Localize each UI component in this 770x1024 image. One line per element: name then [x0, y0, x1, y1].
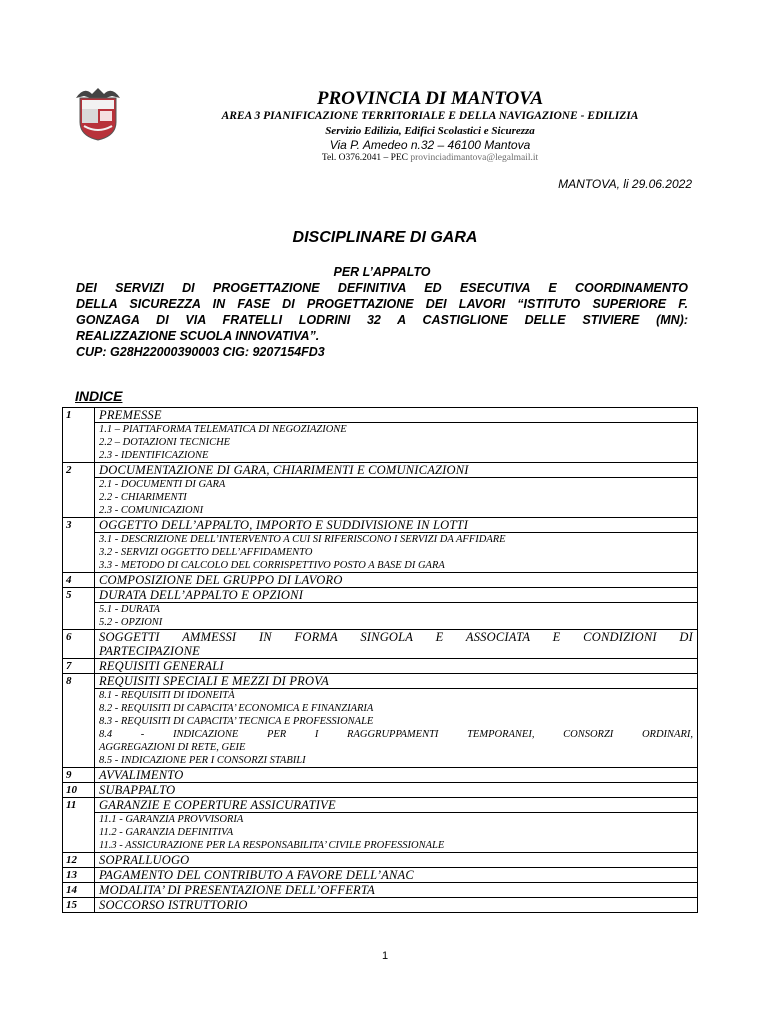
toc-subsection: 3.2 - SERVIZI OGGETTO DELL’AFFIDAMENTO [99, 547, 313, 558]
toc-number: 10 [63, 783, 95, 798]
cup-cig-codes: CUP: G28H22000390003 CIG: 9207154FD3 [76, 345, 325, 359]
toc-subrow [63, 813, 698, 853]
toc-title-text: DURATA DELL’APPALTO E OPZIONI [99, 588, 304, 602]
toc-title-text: REQUISITI GENERALI [99, 659, 224, 673]
toc-title-text: PREMESSE [99, 408, 162, 422]
toc-subsection: 8.1 - REQUISITI DI IDONEITÀ [99, 690, 235, 701]
toc-number: 12 [63, 853, 95, 868]
toc-subrow [63, 478, 698, 518]
document-title: DISCIPLINARE DI GARA [292, 229, 478, 246]
toc-subsections [95, 813, 698, 853]
toc-number: 1 [63, 408, 95, 463]
address-line: Via P. Amedeo n.32 – 46100 Mantova [329, 138, 531, 152]
toc-subsection: 3.3 - METODO DI CALCOLO DEL CORRISPETTIVO POSTO A BASE DI GARA [99, 560, 445, 571]
subject-line: DELLA SICUREZZA IN FASE DI PROGETTAZIONE DEI LAVORI “ISTITUTO SUPERIORE F. [76, 297, 688, 311]
toc-title-text: SOCCORSO ISTRUTTORIO [99, 898, 248, 912]
toc-number: 2 [63, 463, 95, 518]
toc-number: 14 [63, 883, 95, 898]
toc-section-title [95, 573, 698, 588]
toc-title-text: REQUISITI SPECIALI E MEZZI DI PROVA [99, 674, 329, 688]
toc-subsection: 2.1 - DOCUMENTI DI GARA [99, 479, 226, 490]
toc-section-title [95, 518, 698, 533]
toc-section-title [95, 768, 698, 783]
toc-row [63, 659, 698, 674]
toc-row [63, 674, 698, 689]
toc-row [63, 463, 698, 478]
toc-title-text: MODALITA’ DI PRESENTAZIONE DELL’OFFERTA [99, 883, 375, 897]
toc-row [63, 783, 698, 798]
subject-block [76, 264, 688, 360]
toc-subsection: 2.2 - CHIARIMENTI [99, 492, 187, 503]
toc-subsection: 11.3 - ASSICURAZIONE PER LA RESPONSABILITA’ CIVILE PROFESSIONALE [99, 840, 445, 851]
toc-section-title [95, 408, 698, 423]
toc-number: 8 [63, 674, 95, 768]
toc-number: 7 [63, 659, 95, 674]
toc-section-title [95, 630, 698, 659]
service-subtitle: Servizio Edilizia, Edifici Scolastici e Sicurezza [325, 125, 535, 137]
toc-subrow [63, 423, 698, 463]
page-number: 1 [381, 950, 389, 962]
toc-subsection: AGGREGAZIONI DI RETE, GEIE [99, 742, 246, 753]
toc-title-text: SUBAPPALTO [99, 783, 176, 797]
contact-line [150, 153, 710, 163]
toc-section-title [95, 659, 698, 674]
toc-subsections [95, 689, 698, 768]
toc-subsection: 5.2 - OPZIONI [99, 617, 163, 628]
toc-subrow [63, 603, 698, 630]
toc-section-title [95, 868, 698, 883]
toc-row [63, 883, 698, 898]
document-date: MANTOVA, li 29.06.2022 [558, 177, 692, 191]
pec-email: provinciadimantova@legalmail.it [410, 153, 539, 163]
toc-section-title [95, 588, 698, 603]
toc-section-title [95, 783, 698, 798]
toc-subsections [95, 533, 698, 573]
toc-number: 13 [63, 868, 95, 883]
subject-line: REALIZZAZIONE SCUOLA INNOVATIVA”. [76, 329, 320, 343]
toc-number: 9 [63, 768, 95, 783]
toc-row [63, 768, 698, 783]
toc-section-title [95, 898, 698, 913]
toc-title-text: SOPRALLUOGO [99, 853, 190, 867]
toc-subsection: 1.1 – PIATTAFORMA TELEMATICA DI NEGOZIAZIONE [99, 424, 347, 435]
toc-number: 15 [63, 898, 95, 913]
toc-title-text: OGGETTO DELL’APPALTO, IMPORTO E SUDDIVISIONE IN LOTTI [99, 518, 469, 532]
toc-subsection: 2.3 - IDENTIFICAZIONE [99, 450, 209, 461]
toc-number: 11 [63, 798, 95, 853]
toc-subrow [63, 689, 698, 768]
toc-title-text: PAGAMENTO DEL CONTRIBUTO A FAVORE DELL’ANAC [99, 868, 414, 882]
toc-section-title [95, 883, 698, 898]
toc-subsection: 8.3 - REQUISITI DI CAPACITA’ TECNICA E PROFESSIONALE [99, 716, 374, 727]
subject-line: DEI SERVIZI DI PROGETTAZIONE DEFINITIVA ED ESECUTIVA E COORDINAMENTO [76, 281, 688, 295]
toc-title-text: AVVALIMENTO [99, 768, 184, 782]
toc-title-text: SOGGETTI AMMESSI IN FORMA SINGOLA E ASSOCIATA E CONDIZIONI DI [99, 630, 693, 644]
subject-line: GONZAGA DI VIA FRATELLI LODRINI 32 A CASTIGLIONE DELLE STIVIERE (MN): [76, 313, 688, 327]
tel-text: Tel. O376.2041 – PEC [321, 153, 411, 163]
toc-subsection: 3.1 - DESCRIZIONE DELL’INTERVENTO A CUI SI RIFERISCONO I SERVIZI DA AFFIDARE [99, 534, 506, 545]
toc-row [63, 573, 698, 588]
toc-subsection: 5.1 - DURATA [99, 604, 160, 615]
toc-title-text: DOCUMENTAZIONE DI GARA, CHIARIMENTI E COMUNICAZIONI [99, 463, 469, 477]
toc-section-title [95, 463, 698, 478]
toc-number: 3 [63, 518, 95, 573]
area-subtitle: AREA 3 PIANIFICAZIONE TERRITORIALE E DELLA NAVIGAZIONE - EDILIZIA [221, 110, 639, 122]
toc-subsection: 11.2 - GARANZIA DEFINITIVA [99, 827, 234, 838]
toc-subsection: 8.5 - INDICAZIONE PER I CONSORZI STABILI [99, 755, 306, 766]
toc-subsection: 2.3 - COMUNICAZIONI [99, 505, 204, 516]
province-title: PROVINCIA DI MANTOVA [316, 88, 544, 109]
index-heading: INDICE [75, 388, 123, 404]
toc-subsection: 8.2 - REQUISITI DI CAPACITA’ ECONOMICA E FINANZIARIA [99, 703, 374, 714]
toc-row [63, 898, 698, 913]
toc-section-title [95, 674, 698, 689]
toc-row [63, 630, 698, 659]
toc-title-text: PARTECIPAZIONE [99, 644, 200, 658]
toc-subsection: 8.4 - INDICAZIONE PER I RAGGRUPPAMENTI TEMPORANEI, CONSORZI ORDINARI, [99, 729, 693, 740]
toc-row [63, 588, 698, 603]
subject-line: PER L’APPALTO [333, 265, 431, 279]
table-of-contents [62, 407, 698, 913]
toc-section-title [95, 798, 698, 813]
toc-section-title [95, 853, 698, 868]
toc-subsection: 2.2 – DOTAZIONI TECNICHE [99, 437, 231, 448]
toc-row [63, 798, 698, 813]
toc-number: 4 [63, 573, 95, 588]
toc-subsection: 11.1 - GARANZIA PROVVISORIA [99, 814, 244, 825]
toc-subsections [95, 603, 698, 630]
toc-row [63, 853, 698, 868]
toc-subrow [63, 533, 698, 573]
toc-subsections [95, 478, 698, 518]
toc-number: 5 [63, 588, 95, 630]
toc-title-text: GARANZIE E COPERTURE ASSICURATIVE [99, 798, 336, 812]
toc-title-text: COMPOSIZIONE DEL GRUPPO DI LAVORO [99, 573, 343, 587]
toc-subsections [95, 423, 698, 463]
toc-number: 6 [63, 630, 95, 659]
toc-row [63, 868, 698, 883]
toc-row [63, 518, 698, 533]
toc-row [63, 408, 698, 423]
provincia-coat-of-arms-logo [70, 84, 126, 142]
